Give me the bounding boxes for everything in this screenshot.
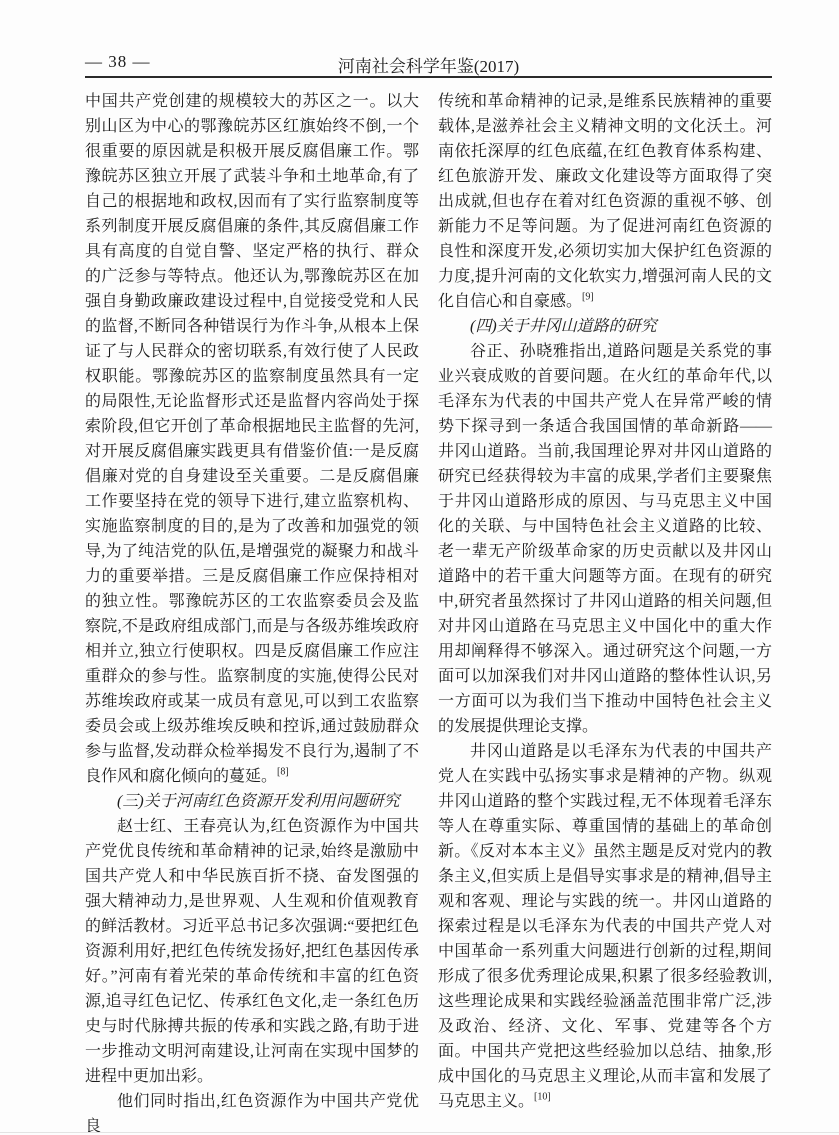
text-columns	[85, 89, 772, 1135]
paragraph: 赵士红、王春亮认为,红色资源作为中国共产党优良传统和革命精神的记录,始终是激励中国共产党人和中华民族百折不挠、奋发图强的强大精神动力,是世界观、人生观和价值观教育的鲜活教材。习近平总书记多次强调:“要把红色资源利用好,把红色传统发扬好,把红色基因传承好。”河南有着光荣的革命传统和丰富的红色资源,追寻红色记忆、传承红色文化,走一条红色历史与时代脉搏共振的传承和实践之路,有助于进一步推动文明河南建设,让河南在实现中国梦的进程中更加出彩。	[85, 818, 419, 1085]
page-bottom-edge	[0, 1132, 839, 1133]
citation-marker: [10]	[534, 1091, 551, 1103]
section-heading: (三)关于河南红色资源开发利用问题研究	[117, 793, 400, 810]
header-rule	[85, 76, 772, 78]
paragraph: 中国共产党创建的规模较大的苏区之一。以大别山区为中心的鄂豫皖苏区红旗始终不倒,一个很重要的原因就是积极开展反腐倡廉工作。鄂豫皖苏区独立开展了武装斗争和土地革命,有了自己的根据地和政权,因而有了实行监察制度等系列制度开展反腐倡廉的条件,其反腐倡廉工作具有高度的自觉自警、坚定严格的执行、群众的广泛参与等特点。他还认为,鄂豫皖苏区在加强自身勤政廉政建设过程中,自觉接受党和人民的监督,不断同各种错误行为作斗争,从根本上保证了与人民群众的密切联系,有效行使了人民政权职能。鄂豫皖苏区的监察制度虽然具有一定的局限性,无论监督形式还是监督内容尚处于探索阶段,但它开创了革命根据地民主监督的先河,对开展反腐倡廉实践更具有借鉴价值:一是反腐倡廉对党的自身建设至关重要。二是反腐倡廉工作要坚持在党的领导下进行,建立监察机构、实施监察制度的目的,是为了改善和加强党的领导,为了纯洁党的队伍,是增强党的凝聚力和战斗力的重要举措。三是反腐倡廉工作应保持相对的独立性。鄂豫皖苏区的工农监察委员会及监察院,不是政府组成部门,而是与各级苏维埃政府相并立,独立行使职权。四是反腐倡廉工作应注重群众的参与性。监察制度的实施,使得公民对苏维埃政府或某一成员有意见,可以到工农监察委员会或上级苏维埃反映和控诉,通过鼓励群众参与监督,发动群众检举揭发不良行为,遏制了不良作风和腐化倾向的蔓延。[8]	[85, 93, 419, 785]
column-left	[85, 89, 419, 1135]
paragraph: 谷正、孙晓雅指出,道路问题是关系党的事业兴衰成败的首要问题。在火红的革命年代,以毛泽东为代表的中国共产党人在异常严峻的情势下探寻到一条适合我国国情的革命新路——井冈山道路。当前,我国理论界对井冈山道路的研究已经获得较为丰富的成果,学者们主要聚焦于井冈山道路形成的原因、与马克思主义中国化的关联、与中国特色社会主义道路的比较、老一辈无产阶级革命家的历史贡献以及井冈山道路中的若干重大问题等方面。在现有的研究中,研究者虽然探讨了井冈山道路的相关问题,但对井冈山道路在马克思主义中国化中的重大作用却阐释得不够深入。通过研究这个问题,一方面可以加深我们对井冈山道路的整体性认识,另一方面可以为我们当下推动中国特色社会主义的发展提供理论支撑。	[438, 343, 772, 735]
page-header	[85, 0, 772, 78]
journal-title: 河南社会科学年鉴(2017)	[337, 57, 520, 76]
paragraph: 井冈山道路是以毛泽东为代表的中国共产党人在实践中弘扬实事求是精神的产物。纵观井冈山道路的整个实践过程,无不体现着毛泽东等人在尊重实际、尊重国情的基础上的革命创新。《反对本本主义》虽然主题是反对党内的教条主义,但实质上是倡导实事求是的精神,倡导主观和客观、理论与实践的统一。井冈山道路的探索过程是以毛泽东为代表的中国共产党人对中国革命一系列重大问题进行创新的过程,期间形成了很多优秀理论成果,积累了很多经验教训,这些理论成果和实践经验涵盖范围非常广泛,涉及政治、经济、文化、军事、党建等各个方面。中国共产党把这些经验加以总结、抽象,形成中国化的马克思主义理论,从而丰富和发展了马克思主义。[10]	[438, 743, 772, 1110]
paragraph: 他们同时指出,红色资源作为中国共产党优良	[85, 1093, 419, 1135]
page-number: — 38 —	[85, 52, 151, 71]
column-right	[438, 89, 772, 1135]
paragraph: 传统和革命精神的记录,是维系民族精神的重要载体,是滋养社会主义精神文明的文化沃土。河南依托深厚的红色底蕴,在红色教育体系构建、红色旅游开发、廉政文化建设等方面取得了突出成就,但也存在着对红色资源的重视不够、创新能力不足等问题。为了促进河南红色资源的良性和深度开发,必须切实加大保护红色资源的力度,提升河南的文化软实力,增强河南人民的文化自信心和自豪感。[9]	[438, 93, 772, 310]
section-heading: (四)关于井冈山道路的研究	[470, 318, 657, 335]
citation-marker: [9]	[582, 291, 594, 303]
citation-marker: [8]	[277, 766, 289, 778]
